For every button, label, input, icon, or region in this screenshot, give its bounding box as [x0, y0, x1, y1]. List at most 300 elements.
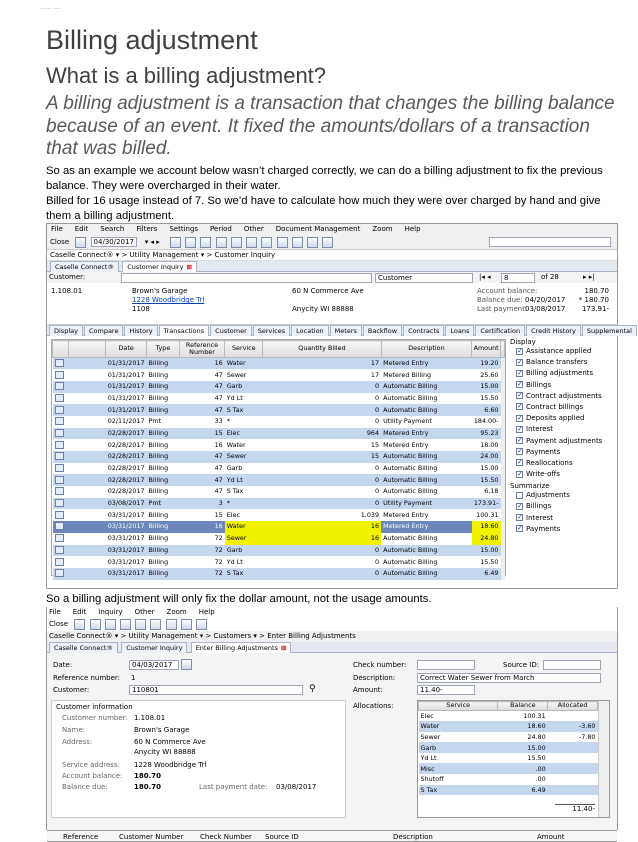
table-cell: Automatic Billing	[381, 393, 472, 405]
customer-name-2: Brown's Garage	[134, 726, 190, 734]
row-icon-cell[interactable]	[53, 545, 69, 557]
customer-label: Customer:	[49, 273, 86, 281]
binoculars-icon[interactable]	[75, 237, 86, 248]
display-option[interactable]	[510, 469, 614, 480]
table-cell: 0	[263, 463, 381, 475]
binoculars-icon-2[interactable]: ⚲	[309, 684, 316, 694]
menu-item-2[interactable]: Inquiry	[98, 608, 123, 616]
checkbox-checked-icon[interactable]	[516, 503, 523, 510]
document-icon[interactable]	[55, 522, 64, 530]
checkbox-checked-icon[interactable]	[516, 514, 523, 521]
display-option[interactable]	[510, 380, 614, 391]
table-cell: 47	[179, 393, 224, 405]
customer-name: Brown's Garage	[132, 287, 188, 295]
check-number-label: Check number:	[353, 661, 407, 669]
menu-item[interactable]: Filters	[136, 225, 158, 233]
scroll-cell	[501, 381, 505, 393]
document-icon[interactable]	[55, 546, 64, 554]
date-input[interactable]: 04/03/2017	[129, 660, 179, 670]
checkbox-checked-icon[interactable]	[516, 415, 523, 422]
document-icon[interactable]	[55, 394, 64, 402]
table-cell: Metered Billing	[381, 369, 472, 381]
table-cell: 95.23	[472, 428, 501, 440]
customer-combo[interactable]: Customer	[375, 273, 473, 283]
summarize-option[interactable]	[510, 513, 614, 524]
checkbox-checked-icon[interactable]	[516, 381, 523, 388]
document-icon[interactable]	[55, 569, 64, 577]
column-header[interactable]: Service	[225, 341, 263, 358]
menu-item[interactable]: Other	[243, 225, 264, 233]
spacer-cell	[68, 428, 106, 440]
spacer-cell	[68, 509, 106, 521]
allocation-cell: Water	[419, 721, 498, 732]
last-payment-date: 03/08/2017	[525, 305, 566, 313]
scroll-cell	[501, 451, 505, 463]
display-option[interactable]	[510, 424, 614, 435]
summarize-option-label: Billings	[526, 502, 552, 511]
table-cell: Pmt	[147, 416, 180, 428]
row-icon-cell[interactable]	[53, 568, 69, 580]
menu-bar	[47, 224, 617, 235]
table-row[interactable]	[53, 509, 505, 521]
document-tabs-2	[47, 642, 617, 653]
row-icon-cell[interactable]	[53, 486, 69, 498]
row-icon-cell[interactable]	[53, 451, 69, 463]
row-icon-cell[interactable]	[53, 404, 69, 416]
bottom-column-header[interactable]: Description	[393, 833, 433, 841]
table-cell: Elec	[225, 428, 263, 440]
row-icon-cell[interactable]	[53, 358, 69, 370]
balance-due-label: Balance due:	[62, 783, 108, 791]
inquiry-tab[interactable]: Location	[291, 325, 329, 336]
source-id-input[interactable]	[543, 660, 601, 670]
row-icon-cell[interactable]	[53, 393, 69, 405]
people-icon[interactable]	[261, 237, 272, 248]
save-icon[interactable]	[105, 619, 116, 630]
table-cell: Billing	[147, 545, 180, 557]
table-cell: 03/31/2017	[106, 545, 147, 557]
table-cell: 01/31/2017	[106, 404, 147, 416]
table-row[interactable]	[53, 474, 505, 486]
tab-customer-inquiry[interactable]	[122, 261, 197, 272]
menu-item-2[interactable]: Zoom	[166, 608, 187, 616]
table-cell: 02/28/2017	[106, 474, 147, 486]
print-icon[interactable]	[185, 237, 196, 248]
date-field[interactable]: 04/30/2017	[91, 237, 137, 247]
table-cell: Metered Entry	[381, 358, 472, 370]
inquiry-tab[interactable]: Transactions	[159, 325, 210, 336]
column-header[interactable]: Description	[381, 341, 472, 358]
table-cell: 47	[179, 369, 224, 381]
allocation-cell[interactable]	[548, 763, 598, 774]
column-header[interactable]: Type	[147, 341, 180, 358]
display-option[interactable]	[510, 447, 614, 458]
checkbox-icon[interactable]	[516, 492, 523, 499]
checkbox-checked-icon[interactable]	[516, 348, 523, 355]
row-icon-cell[interactable]	[53, 509, 69, 521]
document-icon[interactable]	[55, 499, 64, 507]
summarize-option-label: Payments	[526, 524, 561, 533]
table-cell: Yd Lt	[225, 556, 263, 568]
tab-label-2: Enter Billing Adjustments	[195, 644, 278, 652]
bottom-column-header[interactable]: Customer Number	[119, 833, 184, 841]
column-header[interactable]: Quantity Billed	[263, 341, 381, 358]
table-cell: Sewer	[225, 451, 263, 463]
table-row[interactable]	[53, 358, 505, 370]
allocation-cell[interactable]	[548, 711, 598, 722]
filter-icon[interactable]	[216, 237, 227, 248]
nav-first-prev[interactable]: |◂ ◂	[479, 273, 491, 281]
row-icon-cell[interactable]	[53, 463, 69, 475]
description-label: Description:	[353, 674, 396, 682]
scroll-cell	[501, 509, 505, 521]
spacer-cell	[68, 358, 106, 370]
close-tab-icon-2[interactable]: ⊠	[280, 644, 287, 652]
checkbox-checked-icon[interactable]	[516, 525, 523, 532]
document-icon[interactable]	[55, 452, 64, 460]
allocation-cell: Elec	[419, 711, 498, 722]
display-option[interactable]	[510, 391, 614, 402]
table-row[interactable]	[53, 486, 505, 498]
table-row[interactable]	[53, 439, 505, 451]
whats-this-icon[interactable]	[196, 619, 207, 630]
inquiry-tab[interactable]: Display	[49, 325, 83, 336]
row-icon-header	[53, 341, 69, 358]
scroll-cell	[501, 369, 505, 381]
spacer-cell	[68, 463, 106, 475]
row-icon-cell[interactable]	[53, 521, 69, 533]
table-cell: 72	[179, 545, 224, 557]
allocations-scrollbar[interactable]	[598, 701, 609, 817]
inquiry-tab[interactable]: Credit History	[526, 325, 581, 336]
tools-icon[interactable]	[246, 237, 257, 248]
record-position[interactable]: 8	[501, 273, 535, 283]
allocation-cell[interactable]	[548, 753, 598, 764]
row-icon-cell[interactable]	[53, 439, 69, 451]
allocation-row[interactable]	[419, 711, 598, 722]
scroll-cell	[501, 358, 505, 370]
tab-caselle-connect[interactable]: Caselle Connect®	[50, 261, 119, 272]
column-header[interactable]: Date	[106, 341, 147, 358]
allocation-cell[interactable]	[548, 785, 598, 796]
spacer-cell	[68, 451, 106, 463]
menu-item[interactable]: Period	[210, 225, 232, 233]
spacer-cell	[68, 393, 106, 405]
table-cell: 19.20	[472, 358, 501, 370]
description-input[interactable]: Correct Water Sewer from March	[417, 673, 601, 683]
customer-lookup[interactable]	[121, 273, 372, 283]
row-icon-cell[interactable]	[53, 428, 69, 440]
allocation-row[interactable]	[419, 785, 598, 796]
table-row[interactable]	[53, 404, 505, 416]
table-row[interactable]	[53, 568, 505, 580]
checkbox-checked-icon[interactable]	[516, 370, 523, 377]
example-paragraph: So as an example we account below wasn’t charged correctly, we can do a billing adjustment to fix the previous balance. They were overcharged in their water.	[46, 165, 603, 192]
table-row[interactable]	[53, 556, 505, 568]
due-label: Balance due:	[477, 296, 523, 304]
checkbox-checked-icon[interactable]	[516, 392, 523, 399]
calendar-picker-icon[interactable]	[181, 659, 192, 670]
table-cell: Utility Payment	[381, 416, 472, 428]
spacer-cell	[68, 533, 106, 545]
table-cell: 15	[263, 439, 381, 451]
menu-item[interactable]: Zoom	[372, 225, 393, 233]
document-icon[interactable]	[55, 417, 64, 425]
table-cell: 100.31	[472, 509, 501, 521]
allocation-row[interactable]	[419, 721, 598, 732]
bottom-grid-header	[47, 830, 617, 842]
allocation-cell[interactable]: -7.80	[548, 732, 598, 743]
city-state-zip: Anycity WI 88888	[292, 305, 354, 313]
summarize-option-label: Adjustments	[526, 491, 570, 500]
allocation-row[interactable]	[419, 763, 598, 774]
document-icon[interactable]	[55, 476, 64, 484]
display-option[interactable]	[510, 436, 614, 447]
scroll-cell	[501, 474, 505, 486]
table-cell: 02/28/2017	[106, 439, 147, 451]
name-label: Name:	[62, 726, 86, 734]
checkbox-checked-icon[interactable]	[516, 459, 523, 466]
document-icon[interactable]	[55, 371, 64, 379]
menu-item-2[interactable]: Help	[198, 608, 215, 616]
summarize-option[interactable]	[510, 501, 614, 512]
menu-item[interactable]: Help	[404, 225, 421, 233]
table-row[interactable]	[53, 521, 505, 533]
allocation-row[interactable]	[419, 742, 598, 753]
header-dots: ...... ....	[40, 4, 61, 11]
search-box[interactable]	[489, 237, 611, 247]
table-row[interactable]	[53, 533, 505, 545]
table-cell: 03/31/2017	[106, 521, 147, 533]
menu-item[interactable]: Document Management	[275, 225, 361, 233]
calendar-icon-2[interactable]	[120, 619, 131, 630]
table-cell: Water	[225, 521, 263, 533]
filter-icon-2[interactable]	[166, 619, 177, 630]
slide-subtitle: What is a billing adjustment?	[46, 63, 327, 88]
table-cell: 0	[263, 486, 381, 498]
table-row[interactable]	[53, 381, 505, 393]
row-icon-cell[interactable]	[53, 381, 69, 393]
display-option-label: Contract billings	[526, 402, 584, 411]
table-cell: 15	[263, 451, 381, 463]
info-title: Customer information	[56, 703, 133, 711]
table-cell: *	[225, 498, 263, 510]
table-cell: 72	[179, 568, 224, 580]
info-icon-2[interactable]	[135, 619, 146, 630]
table-cell: 47	[179, 463, 224, 475]
document-icon[interactable]	[55, 511, 64, 519]
document-icon[interactable]	[55, 534, 64, 542]
menu-item[interactable]: Edit	[74, 225, 89, 233]
table-row[interactable]	[53, 393, 505, 405]
allocation-row[interactable]	[419, 774, 598, 785]
table-cell: Automatic Billing	[381, 463, 472, 475]
table-cell: 25.60	[472, 369, 501, 381]
calendar-icon[interactable]	[170, 237, 181, 248]
document-icon[interactable]	[55, 382, 64, 390]
row-icon-cell[interactable]	[53, 474, 69, 486]
allocation-row[interactable]	[419, 732, 598, 743]
table-cell: 6.18	[472, 486, 501, 498]
summarize-option[interactable]	[510, 490, 614, 501]
menu-item[interactable]: Search	[100, 225, 125, 233]
address-line-2: Anycity WI 88888	[134, 748, 196, 756]
allocation-cell: 100.31	[498, 711, 548, 722]
source-id-label: Source ID:	[503, 661, 540, 669]
display-option[interactable]	[510, 458, 614, 469]
service-address-link[interactable]: 1228 Woodbridge Trl	[132, 296, 205, 304]
export-icon[interactable]	[200, 237, 211, 248]
row-icon-cell[interactable]	[53, 556, 69, 568]
breadcrumb[interactable]: Caselle Connect® ▾ > Utility Management ▾ > Customer Inquiry	[47, 250, 617, 261]
table-cell: 0	[263, 498, 381, 510]
table-cell: 15.00	[472, 381, 501, 393]
column-header[interactable]: Amount	[472, 341, 501, 358]
menu-item[interactable]: File	[51, 225, 63, 233]
table-row[interactable]	[53, 428, 505, 440]
table-row[interactable]	[53, 545, 505, 557]
tab-customer-inquiry-2[interactable]: Customer Inquiry	[121, 642, 187, 653]
inquiry-tab[interactable]: Certification	[475, 325, 525, 336]
checkbox-checked-icon[interactable]	[516, 359, 523, 366]
inquiry-tab[interactable]: Backflow	[363, 325, 402, 336]
menu-item-2[interactable]: Edit	[72, 608, 87, 616]
document-icon[interactable]	[55, 359, 64, 367]
table-cell: Automatic Billing	[381, 556, 472, 568]
checkbox-checked-icon[interactable]	[516, 471, 523, 478]
close-button[interactable]: Close	[50, 238, 70, 246]
row-icon-cell[interactable]	[53, 369, 69, 381]
menu-item-2[interactable]: Other	[134, 608, 155, 616]
breadcrumb-2[interactable]: Caselle Connect® ▾ > Utility Management ▾ > Customers ▾ > Enter Billing Adjustments	[47, 631, 617, 642]
check-number-input[interactable]	[417, 660, 475, 670]
display-option[interactable]	[510, 368, 614, 379]
scroll-cell	[501, 428, 505, 440]
checkbox-checked-icon[interactable]	[516, 426, 523, 433]
allocation-cell[interactable]	[548, 774, 598, 785]
table-cell: S Tax	[225, 568, 263, 580]
bottom-column-header[interactable]: Source ID	[265, 833, 299, 841]
document-icon[interactable]	[55, 558, 64, 566]
stop-icon[interactable]	[292, 237, 303, 248]
summarize-option[interactable]	[510, 524, 614, 535]
menu-item-2[interactable]: File	[49, 608, 61, 616]
help-icon[interactable]	[307, 237, 318, 248]
column-header[interactable]: Reference Number	[179, 341, 224, 358]
table-cell: Billing	[147, 568, 180, 580]
help-icon-2[interactable]	[181, 619, 192, 630]
menu-item[interactable]: Settings	[169, 225, 199, 233]
table-cell: 0	[263, 404, 381, 416]
tab-caselle-connect-2[interactable]: Caselle Connect®	[49, 642, 118, 653]
grid-icon[interactable]	[231, 237, 242, 248]
table-cell: 16	[179, 358, 224, 370]
allocation-cell[interactable]: -3.60	[548, 721, 598, 732]
display-option[interactable]	[510, 346, 614, 357]
bottom-column-header[interactable]: Check Number	[200, 833, 252, 841]
checkbox-checked-icon[interactable]	[516, 437, 523, 444]
inquiry-tab[interactable]: Contracts	[403, 325, 444, 336]
row-icon-cell[interactable]	[53, 416, 69, 428]
account-number: 1.108.01	[51, 287, 83, 295]
delete-icon[interactable]	[90, 619, 101, 630]
inquiry-tab[interactable]: Loans	[445, 325, 474, 336]
toolbar-2	[47, 618, 617, 631]
customer-input[interactable]: 110801	[129, 685, 303, 695]
display-option-label: Payments	[526, 447, 561, 456]
document-icon[interactable]	[55, 487, 64, 495]
adjustment-form	[47, 653, 617, 830]
bottom-column-header[interactable]: Reference	[63, 833, 99, 841]
table-cell: Billing	[147, 521, 180, 533]
table-row[interactable]	[53, 463, 505, 475]
close-button-2[interactable]: Close	[49, 620, 69, 628]
table-row[interactable]	[53, 451, 505, 463]
table-cell: Metered Entry	[381, 521, 472, 533]
info-icon[interactable]	[322, 237, 333, 248]
table-cell: Automatic Billing	[381, 545, 472, 557]
table-row[interactable]	[53, 369, 505, 381]
allocation-header: Service	[419, 702, 498, 711]
account-header	[47, 283, 617, 325]
inquiry-tab[interactable]: Compare	[84, 325, 124, 336]
pencil-icon[interactable]	[74, 619, 85, 630]
inquiry-tab[interactable]: Meters	[330, 325, 362, 336]
allocation-row[interactable]	[419, 753, 598, 764]
table-row[interactable]	[53, 416, 505, 428]
document-icon[interactable]	[55, 441, 64, 449]
checkbox-checked-icon[interactable]	[516, 403, 523, 410]
table-row[interactable]	[53, 498, 505, 510]
decimal-icon[interactable]	[150, 619, 161, 630]
table-cell: 03/31/2017	[106, 568, 147, 580]
spacer-cell	[68, 521, 106, 533]
allocation-cell[interactable]	[548, 742, 598, 753]
pin-icon[interactable]	[277, 237, 288, 248]
document-icon[interactable]	[55, 429, 64, 437]
table-cell: 16	[179, 439, 224, 451]
slide-title: Billing adjustment	[46, 25, 258, 55]
checkbox-checked-icon[interactable]	[516, 448, 523, 455]
row-icon-cell[interactable]	[53, 533, 69, 545]
scroll-cell	[501, 556, 505, 568]
allocation-cell: S Tax	[419, 785, 498, 796]
display-option[interactable]	[510, 357, 614, 368]
table-cell: Garb	[225, 381, 263, 393]
tab-enter-billing-adjustments[interactable]	[191, 642, 292, 653]
inquiry-tab[interactable]: History	[124, 325, 157, 336]
inquiry-tab[interactable]: Customer	[210, 325, 252, 336]
service-address-label: Service address:	[62, 761, 120, 769]
table-cell: Billing	[147, 533, 180, 545]
close-tab-icon[interactable]: ⊠	[186, 263, 192, 271]
balance-due: * 180.70	[578, 296, 609, 304]
table-cell: 02/28/2017	[106, 463, 147, 475]
row-icon-cell[interactable]	[53, 498, 69, 510]
allocation-cell: Yd Lt	[419, 753, 498, 764]
inquiry-tab[interactable]: Services	[253, 325, 290, 336]
inquiry-tab[interactable]: Supplemental	[582, 325, 637, 336]
document-icon[interactable]	[55, 406, 64, 414]
document-icon[interactable]	[55, 464, 64, 472]
allocation-cell: Shutoff	[419, 774, 498, 785]
display-option[interactable]	[510, 402, 614, 413]
amount-input[interactable]: 11.40-	[417, 685, 475, 695]
display-option[interactable]	[510, 413, 614, 424]
table-cell: Billing	[147, 474, 180, 486]
bottom-column-header[interactable]: Amount	[537, 833, 565, 841]
nav-next-last[interactable]: ▸ ▸|	[583, 273, 595, 281]
